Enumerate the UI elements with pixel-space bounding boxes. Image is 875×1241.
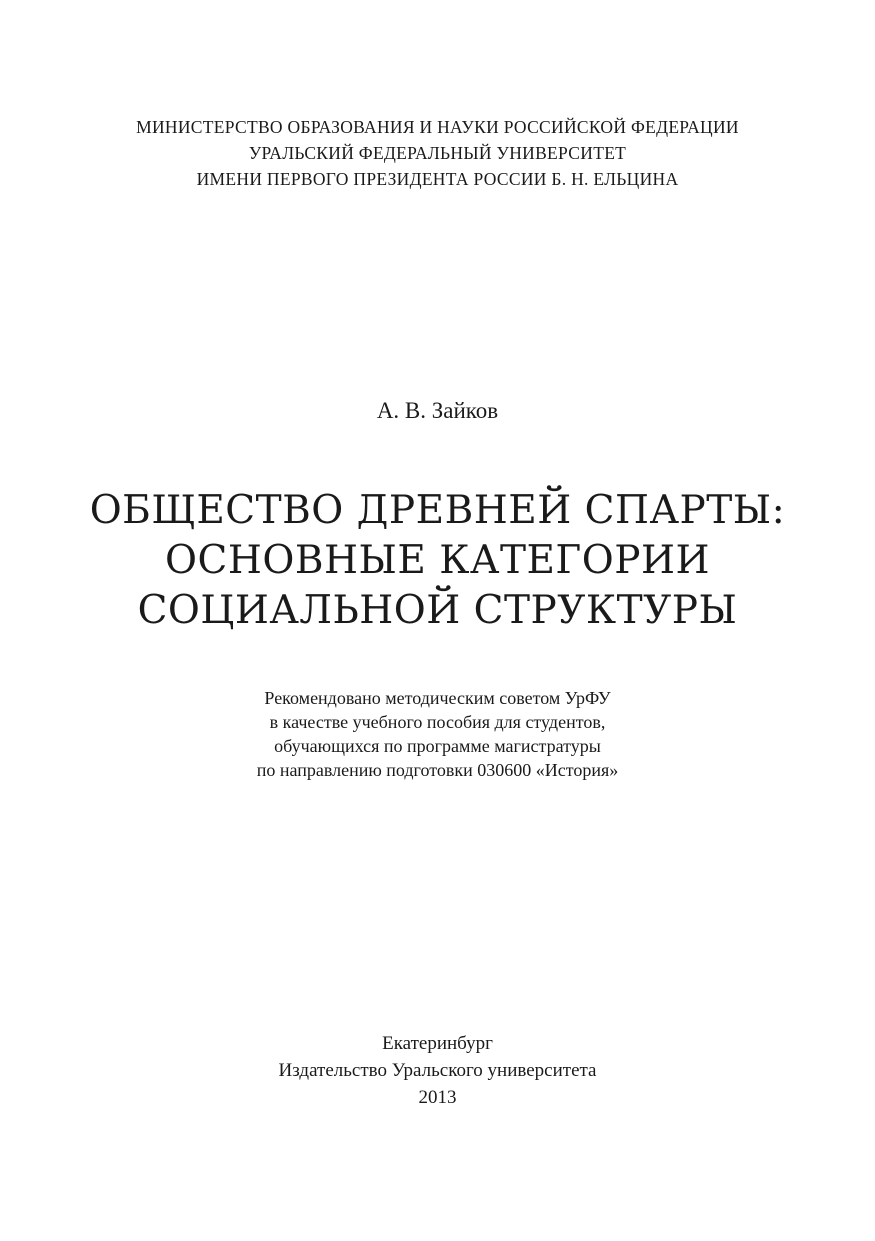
book-title-line2: ОСНОВНЫЕ КАТЕГОРИИ (165, 538, 710, 583)
book-title-line1: ОБЩЕСТВО ДРЕВНЕЙ СПАРТЫ: (89, 488, 786, 533)
recommendation-line1: Рекомендовано методическим советом УрФУ (264, 688, 611, 708)
author-name: А. В. Зайков (376, 398, 499, 423)
recommendation-note (0, 686, 875, 782)
book-title (0, 486, 875, 636)
recommendation-line2: в качестве учебного пособия для студентов, (269, 712, 606, 732)
recommendation-line4: по направлению подготовки 030600 «История» (256, 760, 619, 780)
ministry-name: МИНИСТЕРСТВО ОБРАЗОВАНИЯ И НАУКИ РОССИЙСКОЙ ФЕДЕРАЦИИ (136, 117, 739, 137)
imprint-city: Екатеринбург (382, 1033, 493, 1054)
book-title-line3: СОЦИАЛЬНОЙ СТРУКТУРЫ (137, 588, 738, 633)
imprint (0, 1030, 875, 1111)
university-name-line2: ИМЕНИ ПЕРВОГО ПРЕЗИДЕНТА РОССИИ Б. Н. ЕЛЬЦИНА (196, 169, 679, 189)
imprint-year: 2013 (418, 1087, 457, 1108)
institution-header (0, 114, 875, 192)
imprint-publisher: Издательство Уральского университета (278, 1060, 597, 1081)
university-name-line1: УРАЛЬСКИЙ ФЕДЕРАЛЬНЫЙ УНИВЕРСИТЕТ (248, 143, 627, 163)
recommendation-line3: обучающихся по программе магистратуры (274, 736, 601, 756)
